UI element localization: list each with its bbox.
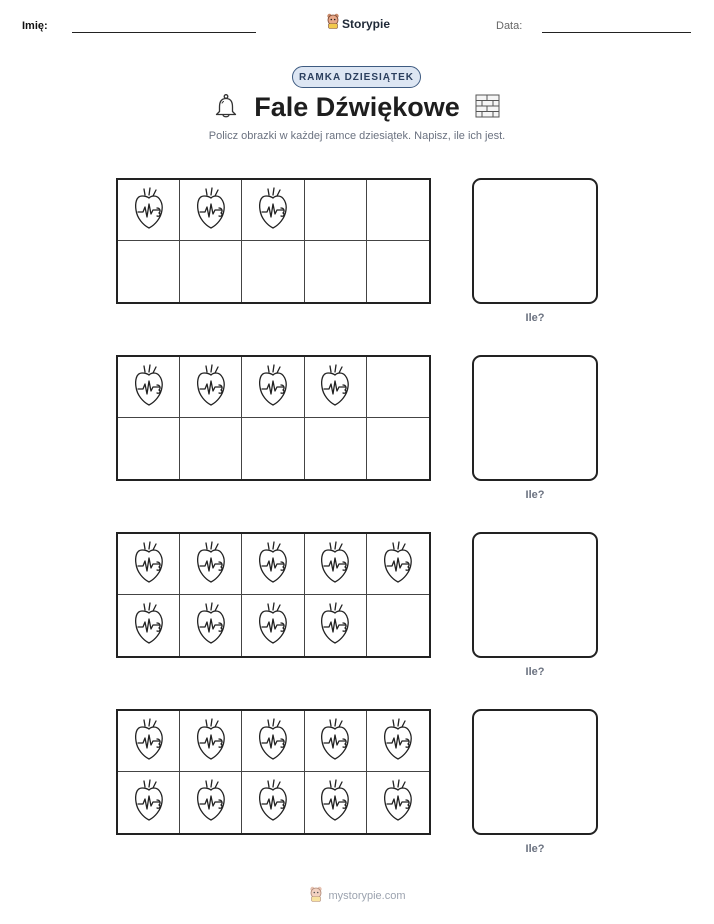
anatomical-heart-icon: [195, 540, 227, 589]
ten-frame-cell: [118, 357, 180, 418]
footer: [0, 886, 714, 905]
storypie-mascot-icon: [308, 886, 324, 905]
anatomical-heart-icon: [133, 778, 165, 827]
ten-frame-cell: [118, 180, 180, 241]
ten-frame-cell: [367, 595, 429, 656]
ten-frame-cell: [242, 241, 304, 302]
anatomical-heart-icon: [319, 601, 351, 650]
ten-frame-cell: [367, 241, 429, 302]
anatomical-heart-icon: [133, 717, 165, 766]
anatomical-heart-icon: [133, 186, 165, 235]
answer-box[interactable]: [472, 532, 598, 658]
title-row: [0, 88, 714, 126]
ten-frame-cell: [180, 180, 242, 241]
ten-frame: [116, 709, 431, 835]
anatomical-heart-icon: [133, 601, 165, 650]
ten-frame-cell: [242, 534, 304, 595]
anatomical-heart-icon: [382, 717, 414, 766]
footer-site: mystorypie.com: [328, 889, 406, 902]
page-title: Fale Dźwiękowe: [254, 91, 460, 122]
anatomical-heart-icon: [195, 778, 227, 827]
ten-frame-cell: [118, 534, 180, 595]
ten-frame-cell: [118, 241, 180, 302]
answer-question: Ile?: [525, 666, 545, 678]
ten-frame-cell: [180, 711, 242, 772]
ten-frame-cell: [367, 180, 429, 241]
brand-logo: [326, 13, 390, 34]
ten-frame-cell: [305, 357, 367, 418]
name-label: Imię:: [22, 20, 48, 32]
instructions: Policz obrazki w każdej ramce dziesiątek. Napisz, ile ich jest.: [208, 130, 506, 142]
ten-frame: [116, 355, 431, 481]
anatomical-heart-icon: [133, 363, 165, 412]
answer-question: Ile?: [525, 489, 545, 501]
ten-frame-cell: [242, 180, 304, 241]
anatomical-heart-icon: [257, 717, 289, 766]
ten-frame-cell: [367, 772, 429, 833]
anatomical-heart-icon: [257, 540, 289, 589]
anatomical-heart-icon: [257, 601, 289, 650]
anatomical-heart-icon: [195, 601, 227, 650]
ten-frame-cell: [242, 711, 304, 772]
anatomical-heart-icon: [195, 363, 227, 412]
brand-name: Storypie: [342, 16, 391, 31]
ten-frame-cell: [242, 357, 304, 418]
anatomical-heart-icon: [319, 540, 351, 589]
answer-question: Ile?: [525, 312, 545, 324]
ten-frame-cell: [180, 595, 242, 656]
storypie-mascot-icon: [326, 13, 340, 34]
anatomical-heart-icon: [195, 717, 227, 766]
answer-box[interactable]: [472, 355, 598, 481]
ten-frame-cell: [305, 418, 367, 479]
brick-wall-icon: [474, 93, 502, 121]
ten-frame-cell: [118, 595, 180, 656]
ten-frame-cell: [367, 711, 429, 772]
ten-frame-cell: [180, 418, 242, 479]
ten-frame-cell: [305, 241, 367, 302]
anatomical-heart-icon: [319, 717, 351, 766]
worksheet-type-badge: RAMKA DZIESIĄTEK: [292, 66, 421, 88]
anatomical-heart-icon: [133, 540, 165, 589]
anatomical-heart-icon: [319, 778, 351, 827]
ten-frame-cell: [305, 711, 367, 772]
ten-frame-cell: [367, 418, 429, 479]
ten-frame-cell: [180, 772, 242, 833]
ten-frame-cell: [242, 595, 304, 656]
date-label: Data:: [496, 20, 523, 32]
ten-frame-cell: [118, 772, 180, 833]
ten-frame-cell: [367, 534, 429, 595]
answer-box[interactable]: [472, 178, 598, 304]
ten-frame-cell: [367, 357, 429, 418]
anatomical-heart-icon: [195, 186, 227, 235]
ten-frame-cell: [118, 418, 180, 479]
ten-frame-cell: [305, 772, 367, 833]
answer-question: Ile?: [525, 843, 545, 855]
bell-icon: [212, 93, 240, 121]
ten-frame-cell: [242, 418, 304, 479]
anatomical-heart-icon: [257, 778, 289, 827]
anatomical-heart-icon: [382, 778, 414, 827]
answer-box[interactable]: [472, 709, 598, 835]
ten-frame-cell: [180, 357, 242, 418]
ten-frame: [116, 532, 431, 658]
ten-frame-cell: [305, 595, 367, 656]
ten-frame-cell: [305, 180, 367, 241]
ten-frame-cell: [180, 241, 242, 302]
anatomical-heart-icon: [319, 363, 351, 412]
date-line[interactable]: [542, 32, 691, 33]
ten-frame-cell: [242, 772, 304, 833]
anatomical-heart-icon: [382, 540, 414, 589]
anatomical-heart-icon: [257, 363, 289, 412]
ten-frame-cell: [180, 534, 242, 595]
ten-frame: [116, 178, 431, 304]
anatomical-heart-icon: [257, 186, 289, 235]
ten-frame-cell: [118, 711, 180, 772]
ten-frame-cell: [305, 534, 367, 595]
name-line[interactable]: [72, 32, 256, 33]
